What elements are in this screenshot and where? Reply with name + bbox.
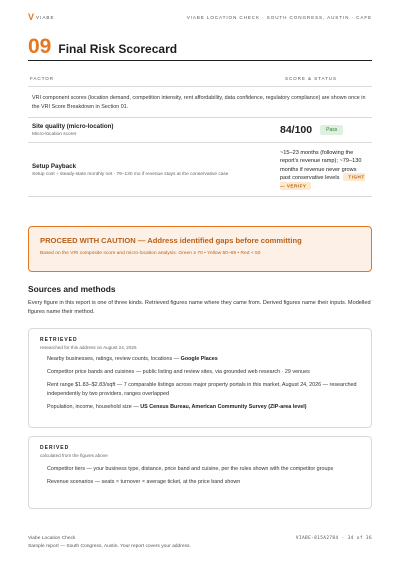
viabe-logo [28, 13, 55, 22]
page-header [28, 10, 372, 24]
caution-callout [28, 226, 372, 272]
table-header [28, 73, 372, 87]
card-label: DERIVED [40, 445, 70, 451]
factor-title: Setup Payback [32, 162, 77, 170]
payback-text: ~15–23 months (following the report's revenue ramp); ~79–130 months if revenue never grows past conservative levels [280, 150, 362, 181]
list-item: Population, income, household size — US Census Bureau, American Community Survey (ZIP-area level) [47, 403, 307, 410]
heading-divider [28, 60, 372, 61]
retrieved-card [28, 328, 372, 428]
footer-note: Sample report — South Congress, Austin. Your report covers your address. [28, 544, 191, 549]
footer-title: Viabe Location Check [28, 536, 76, 541]
risk-scorecard-table [28, 73, 372, 197]
section-heading [28, 36, 177, 57]
factor-subtitle: Setup cost ÷ steady-state monthly net · 79–130 mo if revenue stays at the conservative case [32, 171, 229, 177]
caution-title: PROCEED WITH CAUTION — Address identified gaps before committing [40, 236, 302, 245]
card-label: RETRIEVED [40, 337, 78, 343]
list-item: Nearby businesses, ratings, review counts, locations — Google Places [47, 356, 218, 362]
table-row [28, 143, 372, 197]
sources-intro: Every figure in this report is one of three kinds. Retrieved figures name where they came from. Derived figures name their inputs. Modelled figures name their method. [28, 300, 371, 315]
payback-estimate [280, 149, 368, 190]
card-subtitle: researched for this address on August 24, 2026 [40, 345, 137, 350]
section-title: Final Risk Scorecard [58, 42, 178, 56]
factor-title: Site quality (micro-location) [32, 123, 114, 131]
table-row [28, 118, 372, 143]
section-number: 09 [28, 35, 52, 58]
list-item: Revenue scenarios — seats × turnover × average ticket, at the price band shown [47, 479, 241, 486]
report-id-page: VIABE-815A2784 · 34 of 36 [295, 536, 372, 541]
logo-mark-icon: V [28, 11, 35, 22]
status-badge: TIGHT — VERIFY [280, 174, 365, 188]
col-factor: FACTOR [30, 76, 54, 81]
sources-heading: Sources and methods [28, 284, 116, 294]
page-footer [28, 536, 372, 549]
caution-subtitle: Based on the VRI composite score and micro-location analysis. Green ≥ 70 • Yellow 50–69 • Red < 50 [40, 251, 261, 256]
list-item: Rent range $1.83–$2.83/sqft — 7 comparable listings across major property portals in this market, August 24, 2026 — researched independently by two providers, ranges overlapped [47, 382, 357, 397]
derived-card [28, 436, 372, 509]
col-score-status: SCORE & STATUS [285, 76, 337, 81]
card-subtitle: calculated from the figures above [40, 453, 108, 458]
list-item: Competitor price bands and cuisines — public listing and review sites, via grounded web research · 29 venues [47, 369, 310, 376]
factor-subtitle: Micro-location scorer [32, 132, 77, 138]
list-item: Competitor tiers — your business type, distance, price band and cuisine, per the rules shown with the competitor groups [47, 466, 334, 472]
logo-text: VIABE [36, 14, 55, 20]
table-intro: VRI component scores (location demand, competition intensity, rent affordability, data confidence, regulatory compliance) are shown once in the VRI Score Breakdown in Section 01. [28, 87, 372, 118]
score-value: 84/100 [280, 124, 313, 137]
status-badge: Pass [320, 125, 343, 135]
report-context: VIABE LOCATION CHECK · SOUTH CONGRESS, AUSTIN · CAFE [186, 14, 372, 20]
